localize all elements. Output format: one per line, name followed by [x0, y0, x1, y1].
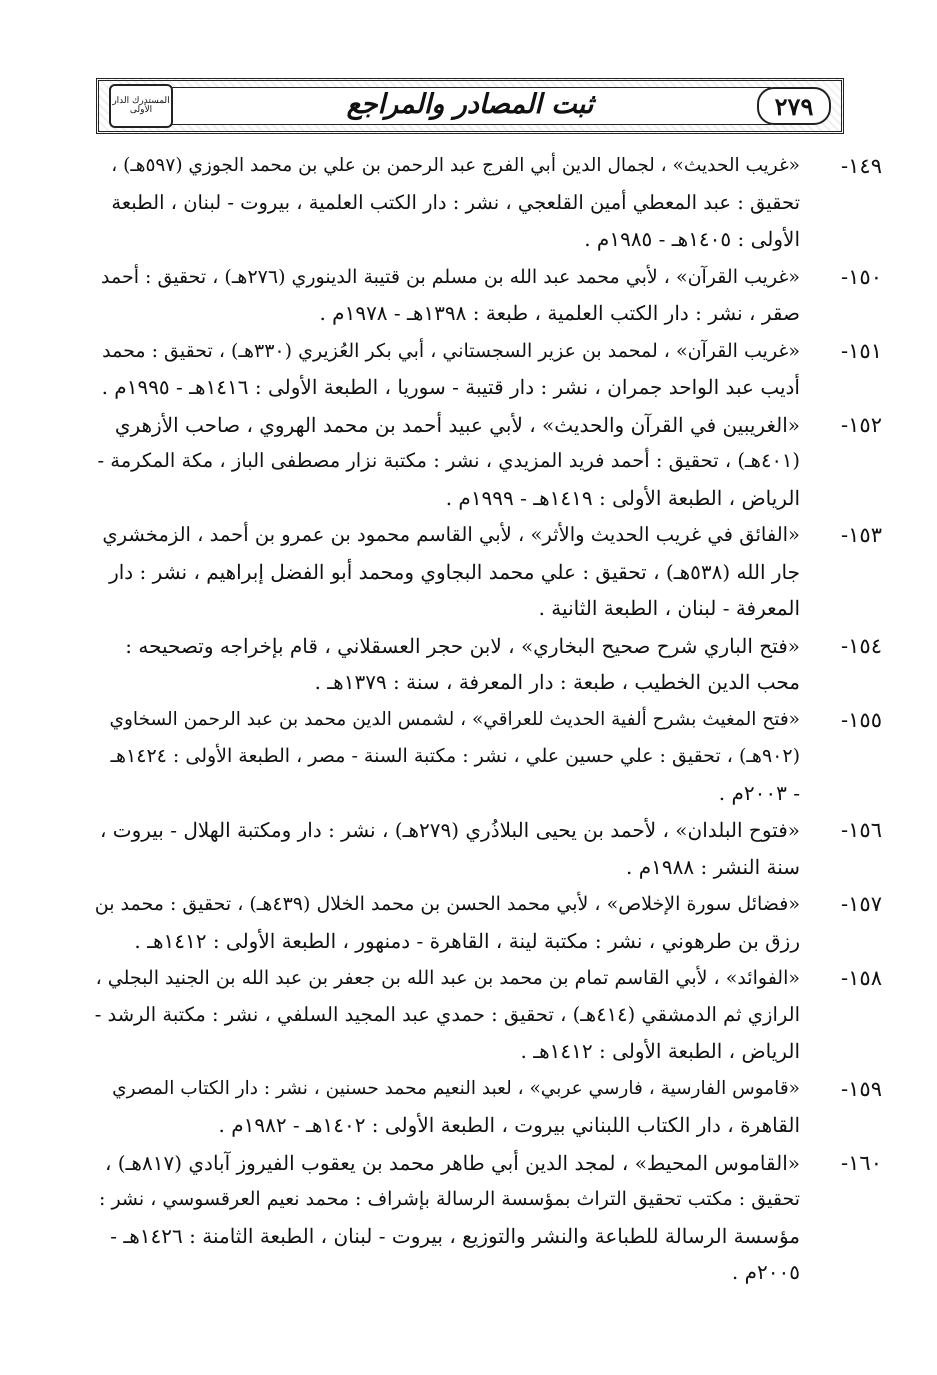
entry-line: «فتح المغيث بشرح ألفية الحديث للعراقي» ، لشمس الدين محمد بن عبد الرحمن السخاوي [109, 708, 800, 730]
entry-number: ١٥٠- [841, 264, 882, 289]
bibliography-entry [95, 628, 882, 701]
entry-text [95, 1071, 800, 1144]
entry-text [95, 1145, 800, 1291]
entry-line: صقر ، نشر : دار الكتب العلمية ، طبعة : ١٣٩٨هـ - ١٩٧٨م . [319, 301, 800, 325]
entry-line: «غريب القرآن» ، لأبي محمد عبد الله بن مسلم بن قتيبة الدينوري (٢٧٦هـ) ، تحقيق : أحمد [101, 265, 800, 288]
entry-line: جار الله (٥٣٨هـ) ، تحقيق : علي محمد البجاوي ومحمد أبو الفضل إبراهيم ، نشر : دار [109, 559, 800, 584]
entry-line: «قاموس الفارسية ، فارسي عربي» ، لعبد النعيم محمد حسنين ، نشر : دار الكتاب المصري [112, 1077, 800, 1099]
bibliography-entry [95, 812, 882, 885]
entry-text [95, 259, 800, 332]
entry-line: محب الدين الخطيب ، طبعة : دار المعرفة ، سنة : ١٣٧٩هـ . [314, 670, 800, 694]
bibliography-entry [95, 1071, 882, 1144]
entry-number: ١٥٦- [841, 818, 882, 842]
entry-line: المعرفة - لبنان ، الطبعة الثانية . [538, 596, 800, 620]
entry-line: الأولى : ١٤٠٥هـ - ١٩٨٥م . [584, 227, 800, 251]
bibliography-entry [95, 886, 882, 959]
entry-line: «فضائل سورة الإخلاص» ، لأبي محمد الحسن بن محمد الخلال (٤٣٩هـ) ، تحقيق : محمد بن [95, 893, 800, 915]
entry-text [95, 886, 800, 959]
entry-line: القاهرة ، دار الكتاب اللبناني بيروت ، الطبعة الأولى : ١٤٠٢هـ - ١٩٨٢م . [218, 1113, 800, 1137]
entry-text [95, 333, 800, 406]
entry-line: «الغريبين في القرآن والحديث» ، لأبي عبيد أحمد بن محمد الهروي ، صاحب الأزهري [114, 412, 800, 437]
bibliography-entry [95, 1145, 882, 1291]
entry-number: ١٥٨- [841, 966, 882, 990]
entry-number: ١٦٠- [841, 1150, 882, 1175]
entry-line: - ٢٠٠٣م . [718, 780, 800, 805]
entry-line: «فتوح البلدان» ، لأحمد بن يحيى البلاذُري (٢٧٩هـ) ، نشر : دار ومكتبة الهلال - بيروت ، [99, 818, 800, 842]
entry-number: ١٥١- [841, 338, 882, 363]
bibliography-entry [95, 407, 882, 517]
entry-line: سنة النشر : ١٩٨٨م . [626, 854, 800, 879]
entry-number: ١٤٩- [841, 154, 882, 178]
entry-line: «الفوائد» ، لأبي القاسم تمام بن محمد بن عبد الله بن جعفر بن عبد الله بن الجنيد البجلي ، [95, 967, 800, 989]
entry-line: الرياض ، الطبعة الأولى : ١٤١٩هـ - ١٩٩٩م . [445, 485, 800, 510]
entry-line: مؤسسة الرسالة للطباعة والنشر والتوزيع ، بيروت - لبنان ، الطبعة الثامنة : ١٤٢٦هـ - [110, 1223, 800, 1248]
entry-number: ١٥٩- [841, 1076, 882, 1101]
entry-line: أديب عبد الواحد جمران ، نشر : دار قتيبة - سوريا ، الطبعة الأولى : ١٤١٦هـ - ١٩٩٥م . [101, 375, 800, 399]
entry-text [95, 702, 800, 812]
entry-line: تحقيق : عبد المعطي أمين القلعجي ، نشر : دار الكتب العلمية ، بيروت - لبنان ، الطبعة [111, 190, 800, 214]
entry-number: ١٥٧- [841, 892, 882, 916]
entry-line: الرازي ثم الدمشقي (٤١٤هـ) ، تحقيق : حمدي عبد المجيد السلفي ، نشر : مكتبة الرشد - [95, 1002, 800, 1026]
bibliography-entry [95, 259, 882, 332]
bibliography-entry [95, 517, 882, 627]
entry-line: «الفائق في غريب الحديث والأثر» ، لأبي القاسم محمود بن عمرو بن أحمد ، الزمخشري [102, 523, 800, 546]
bibliography-entry [95, 702, 882, 812]
entry-text [95, 628, 800, 701]
entry-line: تحقيق : مكتب تحقيق التراث بمؤسسة الرسالة بإشراف : محمد نعيم العرقسوسي ، نشر : [99, 1188, 800, 1210]
bibliography-entry [95, 148, 882, 258]
entry-number: ١٥٥- [841, 707, 882, 732]
entry-line: «غريب القرآن» ، لمحمد بن عزير السجستاني ، أبي بكر العُزيري (٣٣٠هـ) ، تحقيق : محمد [102, 339, 800, 362]
entry-line: «القاموس المحيط» ، لمجد الدين أبي طاهر محمد بن يعقوب الفيروز آبادي (٨١٧هـ) ، [104, 1150, 800, 1175]
entry-number: ١٥٢- [841, 412, 882, 437]
entry-number: ١٥٤- [841, 633, 882, 658]
page-number: ٢٧٩ [757, 87, 831, 125]
entry-number: ١٥٣- [841, 523, 882, 547]
entry-text [95, 812, 800, 885]
bibliography-entry [95, 960, 882, 1070]
bibliography-list [95, 148, 882, 1292]
page-header [96, 78, 844, 134]
publisher-logo-text: المستدرك الدار الأولى [112, 95, 170, 115]
entry-line: (٩٠٢هـ) ، تحقيق : علي حسين علي ، نشر : مكتبة السنة - مصر ، الطبعة الأولى : ١٤٢٤هـ [110, 745, 800, 767]
entry-line: «غريب الحديث» ، لجمال الدين أبي الفرج عبد الرحمن بن علي بن محمد الجوزي (٥٩٧هـ) ، [111, 155, 800, 176]
running-title: ثبت المصادر والمراجع [346, 89, 594, 120]
entry-text [95, 960, 800, 1070]
entry-line: ٢٠٠٥م . [731, 1260, 800, 1284]
bibliography-entry [95, 333, 882, 406]
entry-text [95, 148, 800, 258]
entry-line: «فتح الباري شرح صحيح البخاري» ، لابن حجر العسقلاني ، قام بإخراجه وتصحيحه : [125, 633, 800, 658]
entry-text [95, 517, 800, 627]
entry-text [95, 407, 800, 517]
entry-line: رزق بن طرهوني ، نشر : مكتبة لينة ، القاهرة - دمنهور ، الطبعة الأولى : ١٤١٢هـ . [134, 928, 800, 953]
entry-line: الرياض ، الطبعة الأولى : ١٤١٢هـ . [520, 1039, 800, 1063]
entry-line: (٤٠١هـ) ، تحقيق : أحمد فريد المزيدي ، نشر : مكتبة نزار مصطفى الباز ، مكة المكرمة - [97, 449, 800, 472]
